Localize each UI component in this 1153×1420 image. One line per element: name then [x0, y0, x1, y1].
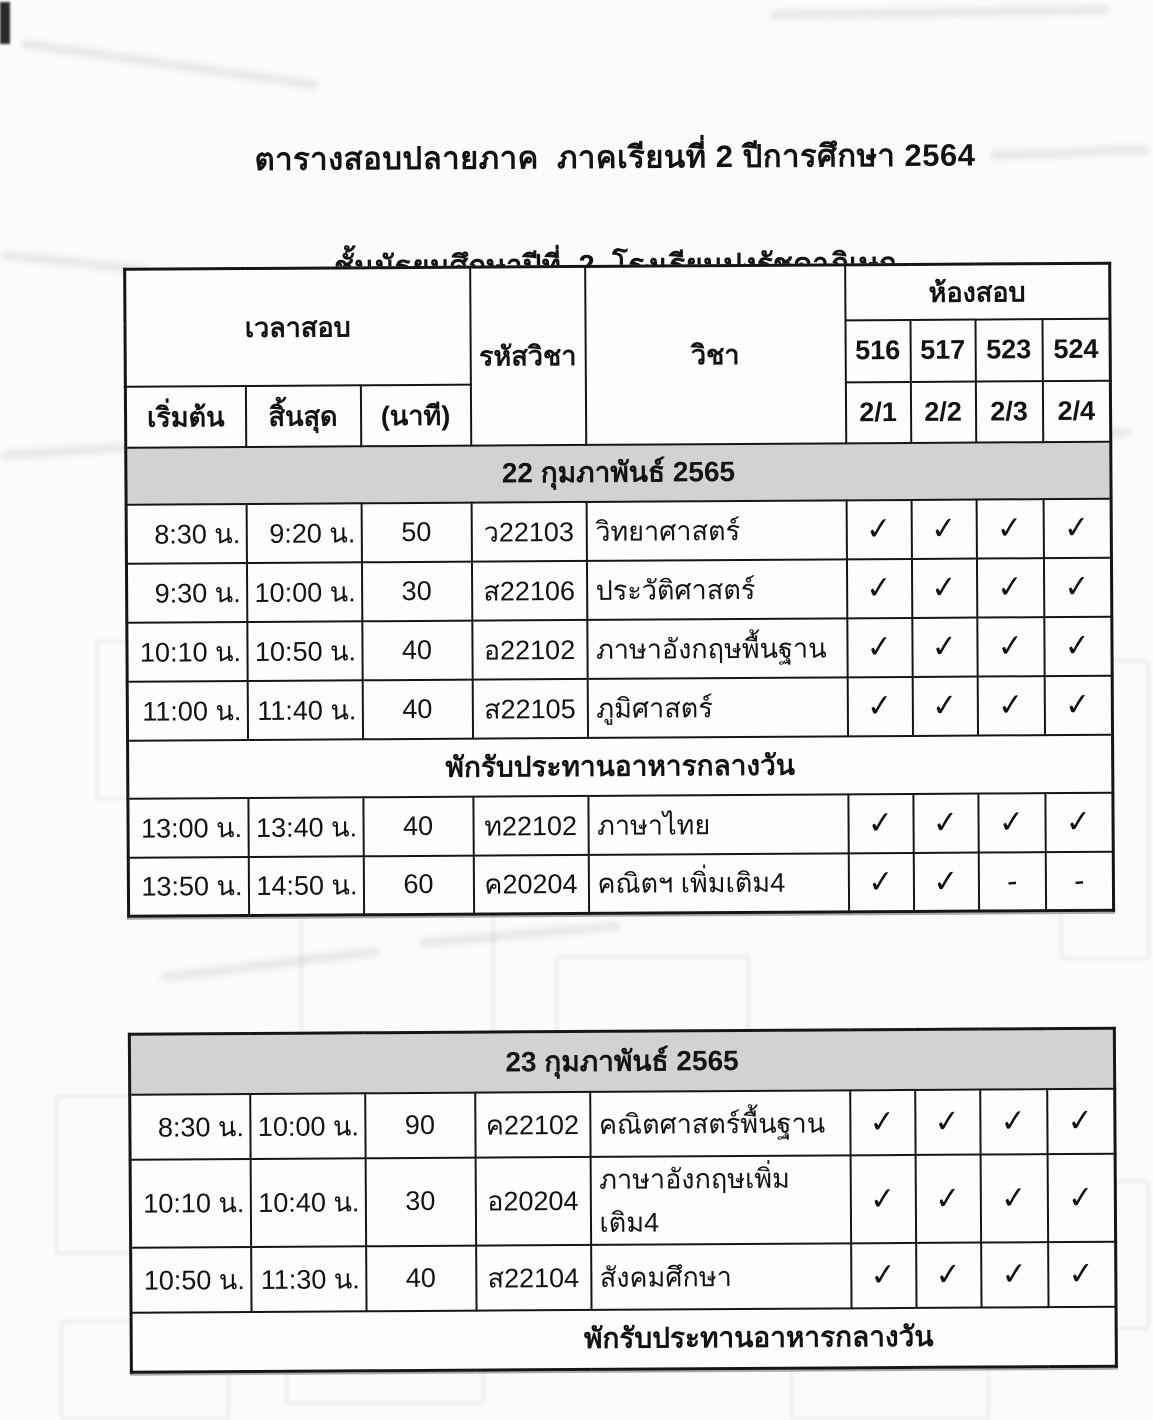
room-number-header: 516	[845, 319, 910, 381]
room-check-cell	[976, 558, 1043, 617]
check-mark: ✓	[1067, 1254, 1096, 1292]
lunch-break-row	[131, 1306, 1116, 1372]
room-check-cell	[911, 558, 976, 617]
room-check-cell	[978, 852, 1045, 911]
course-code: ส22106	[471, 560, 586, 620]
table-row	[128, 792, 1113, 857]
date-section-row	[126, 441, 1111, 504]
dash-mark: -	[1005, 862, 1019, 899]
room-check-cell	[977, 676, 1044, 735]
check-mark: ✓	[995, 568, 1025, 606]
exam-duration: 30	[361, 561, 471, 621]
room-check-cell	[981, 1242, 1048, 1307]
check-mark: ✓	[864, 510, 894, 548]
exam-date: 23 กุมภาพันธ์ 2565	[129, 1028, 1114, 1094]
table-row	[126, 557, 1111, 622]
dash-mark: -	[1072, 862, 1086, 899]
check-mark: ✓	[866, 862, 896, 900]
room-check-cell	[848, 793, 913, 852]
room-check-cell	[1044, 675, 1112, 734]
exam-end-time: 14:50 น.	[248, 856, 363, 916]
minutes-header: (นาที)	[360, 384, 470, 446]
table-row	[126, 498, 1111, 563]
course-code: อ20204	[475, 1156, 591, 1245]
subject-name: ภาษาอังกฤษเพิ่มเติม4	[590, 1155, 851, 1245]
check-mark: ✓	[931, 862, 961, 900]
check-mark: ✓	[1066, 1178, 1096, 1216]
room-check-cell	[977, 617, 1044, 676]
room-number-header: 524	[1042, 318, 1110, 380]
exam-start-time: 11:00 น.	[127, 681, 247, 741]
subject-name: ภูมิศาสตร์	[587, 677, 847, 738]
course-code: ท22102	[473, 795, 588, 855]
exam-start-time: 8:30 น.	[130, 1094, 250, 1160]
lunch-break-label: พักรับประทานอาหารกลางวัน	[131, 1306, 1116, 1372]
check-mark: ✓	[999, 1255, 1029, 1293]
check-mark: ✓	[1062, 509, 1092, 546]
check-mark: ✓	[996, 627, 1025, 665]
date-section-row	[129, 1028, 1114, 1094]
subject-header: วิชา	[585, 265, 846, 445]
course-code: ส22104	[476, 1244, 591, 1310]
room-check-cell	[1048, 1241, 1116, 1306]
exam-schedule-table-day1	[123, 262, 1115, 918]
exam-end-time: 10:50 น.	[247, 621, 362, 681]
check-mark: ✓	[1066, 1101, 1095, 1139]
room-check-cell	[1045, 792, 1113, 851]
exam-start-time: 10:10 น.	[130, 1159, 251, 1248]
exam-end-time: 9:20 น.	[246, 503, 361, 563]
table-row	[130, 1153, 1116, 1247]
table-row	[130, 1088, 1115, 1159]
room-check-cell	[913, 852, 978, 911]
exam-end-time: 10:40 น.	[250, 1158, 366, 1247]
check-mark: ✓	[929, 509, 959, 547]
check-mark: ✓	[929, 568, 959, 606]
subject-name: ประวัติศาสตร์	[586, 559, 846, 620]
room-check-cell	[978, 793, 1045, 852]
room-check-cell	[915, 1154, 981, 1242]
room-check-cell	[1043, 498, 1111, 557]
exam-start-time: 9:30 น.	[126, 563, 246, 623]
course-code-header: รหัสวิชา	[470, 266, 586, 445]
class-section-header: 2/1	[845, 381, 910, 442]
table-row	[131, 1241, 1116, 1312]
exam-duration: 50	[361, 502, 471, 562]
check-mark: ✓	[1063, 568, 1092, 605]
class-section-header: 2/4	[1042, 380, 1110, 441]
exam-date: 22 กุมภาพันธ์ 2565	[126, 441, 1111, 504]
room-check-cell	[850, 1154, 916, 1242]
check-mark: ✓	[933, 1179, 963, 1217]
check-mark: ✓	[868, 1103, 897, 1141]
subject-name: สังคมศึกษา	[591, 1243, 851, 1310]
room-check-cell	[912, 617, 977, 676]
check-mark: ✓	[999, 1178, 1029, 1216]
room-check-cell	[1043, 557, 1111, 616]
exam-end-time: 11:30 น.	[251, 1246, 366, 1312]
room-check-cell	[913, 793, 978, 852]
exam-start-time: 10:50 น.	[131, 1247, 251, 1313]
lunch-break-label: พักรับประทานอาหารกลางวัน	[128, 734, 1113, 798]
room-check-cell	[911, 499, 976, 558]
check-mark: ✓	[865, 687, 895, 725]
exam-rooms-header: ห้องสอบ	[845, 263, 1110, 320]
room-check-cell	[1045, 851, 1113, 910]
exam-duration: 40	[366, 1245, 476, 1311]
exam-end-time: 10:00 น.	[246, 562, 361, 622]
subject-name: ภาษาไทย	[588, 794, 848, 855]
table-row	[127, 616, 1112, 681]
class-section-header: 2/3	[975, 381, 1042, 442]
lunch-break-row	[128, 734, 1113, 798]
course-code: ส22105	[472, 678, 587, 738]
check-mark: ✓	[866, 804, 895, 842]
table-row	[128, 851, 1113, 916]
room-check-cell	[1047, 1088, 1115, 1153]
check-mark: ✓	[995, 509, 1025, 547]
check-mark: ✓	[865, 628, 894, 666]
exam-start-time: 10:10 น.	[127, 622, 247, 682]
exam-end-time: 11:40 น.	[247, 680, 362, 740]
room-check-cell	[850, 1089, 915, 1154]
check-mark: ✓	[996, 686, 1026, 724]
check-mark: ✓	[933, 1255, 963, 1293]
subject-name: คณิตฯ เพิ่มเติม4	[588, 853, 848, 914]
exam-time-header: เวลาสอบ	[125, 267, 471, 386]
room-check-cell	[976, 499, 1043, 558]
check-mark: ✓	[1064, 803, 1094, 840]
check-mark: ✓	[868, 1179, 898, 1217]
check-mark: ✓	[868, 1256, 898, 1294]
subject-name: ภาษาอังกฤษพื้นฐาน	[587, 618, 847, 679]
exam-duration: 40	[363, 796, 473, 856]
exam-duration: 60	[363, 855, 473, 915]
room-check-cell	[846, 558, 911, 617]
check-mark: ✓	[930, 627, 959, 665]
room-check-cell	[915, 1089, 980, 1154]
exam-start-time: 13:50 น.	[128, 857, 248, 917]
check-mark: ✓	[864, 569, 894, 607]
course-code: ค20204	[473, 854, 588, 914]
room-check-cell	[980, 1154, 1048, 1242]
check-mark: ✓	[930, 686, 960, 724]
room-check-cell	[1044, 616, 1112, 675]
check-mark: ✓	[1063, 686, 1093, 723]
room-check-cell	[847, 617, 912, 676]
exam-end-time: 13:40 น.	[248, 797, 363, 857]
check-mark: ✓	[1063, 627, 1093, 664]
check-mark: ✓	[931, 803, 960, 841]
check-mark: ✓	[999, 1102, 1028, 1140]
subject-name: คณิตศาสตร์พื้นฐาน	[590, 1090, 850, 1157]
course-code: ว22103	[471, 501, 586, 561]
check-mark: ✓	[997, 803, 1026, 841]
exam-duration: 30	[365, 1157, 476, 1246]
room-number-header: 523	[975, 319, 1042, 381]
course-code: ค22102	[475, 1091, 590, 1157]
exam-start-time: 8:30 น.	[126, 504, 246, 564]
course-code: อ22102	[472, 619, 587, 679]
check-mark: ✓	[933, 1102, 962, 1140]
room-check-cell	[912, 676, 977, 735]
room-number-header: 517	[910, 319, 975, 381]
room-check-cell	[980, 1089, 1047, 1154]
exam-duration: 40	[362, 620, 472, 680]
room-check-cell	[916, 1242, 981, 1307]
exam-duration: 40	[362, 679, 472, 739]
room-check-cell	[851, 1242, 916, 1307]
start-time-header: เริ่มต้น	[125, 386, 245, 448]
exam-end-time: 10:00 น.	[250, 1093, 365, 1159]
room-check-cell	[848, 852, 913, 911]
room-check-cell	[846, 499, 911, 558]
exam-schedule-table-day2	[128, 1027, 1118, 1374]
class-section-header: 2/2	[910, 381, 975, 442]
end-time-header: สิ้นสุด	[245, 385, 360, 447]
table-row	[127, 675, 1112, 740]
exam-start-time: 13:00 น.	[128, 798, 248, 858]
room-check-cell	[1047, 1153, 1116, 1241]
subject-name: วิทยาศาสตร์	[586, 500, 846, 561]
title-line-1: ตารางสอบปลายภาค ภาคเรียนที่ 2 ปีการศึกษา 2564	[254, 137, 976, 177]
room-check-cell	[847, 676, 912, 735]
exam-duration: 90	[365, 1092, 475, 1158]
